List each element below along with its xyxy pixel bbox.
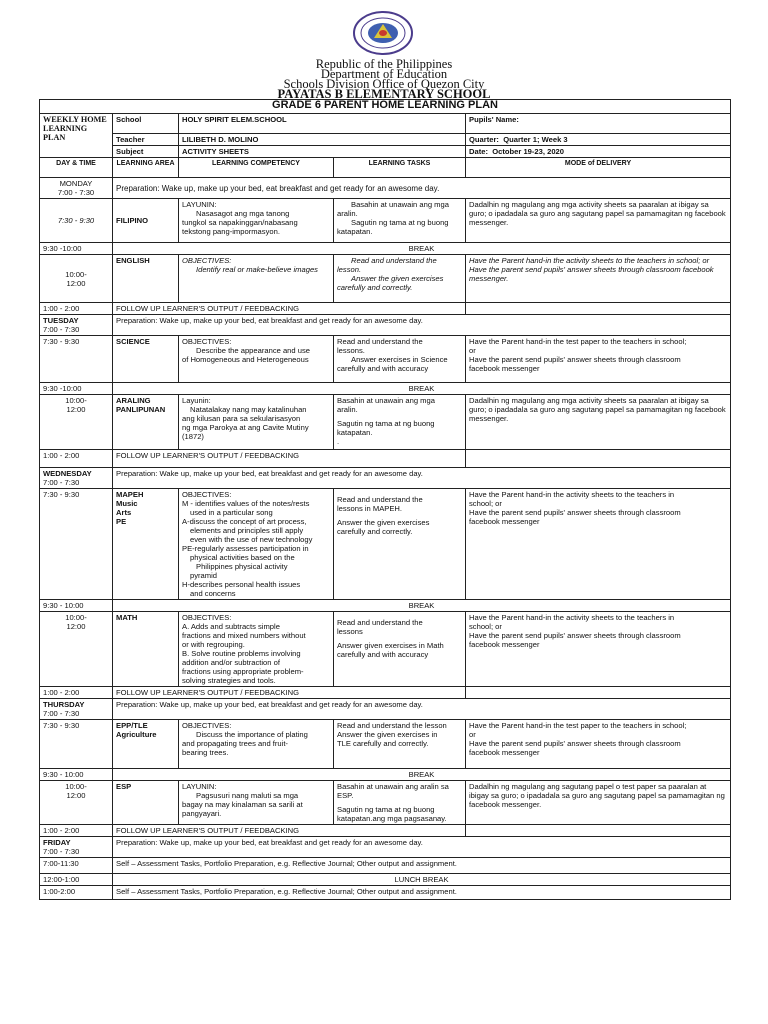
col-mode-of-delivery: MODE of DELIVERY: [466, 158, 731, 178]
empty-cell: [466, 303, 731, 315]
time-cell: 1:00 - 2:00: [40, 825, 113, 837]
weekly-plan-label: WEEKLY HOME LEARNING PLAN: [40, 114, 113, 158]
col-learning-area: LEARNING AREA: [113, 158, 179, 178]
time-cell: 10:00- 12:00: [40, 612, 113, 687]
header-department: Department of Education: [320, 67, 448, 81]
header-school: PAYATAS B ELEMENTARY SCHOOL: [277, 87, 491, 101]
task-math: Read and understand the lessons Answer given exercises in Math carefully and with accuracy: [334, 612, 466, 687]
day-thursday: THURSDAY 7:00 - 7:30: [40, 699, 113, 720]
area-epp-tle: EPP/TLE Agriculture: [113, 720, 179, 769]
mode-esp: Dadalhin ng magulang ang sagutang papel o test paper sa paaralan at ibigay sa guro; o ipadadala sa guro ang sagutang papel sa pamamagitan ng facebook messenger.: [466, 781, 731, 825]
date-label: Date:: [469, 147, 488, 156]
lunch-break-row: LUNCH BREAK: [113, 874, 731, 886]
area-english: ENGLISH: [113, 255, 179, 303]
time-cell: 1:00 - 2:00: [40, 687, 113, 699]
task-araling-panlipunan: Basahin at unawain ang mga aralin. Sagutin ng tama at ng buong katapatan. .: [334, 395, 466, 450]
school-value: HOLY SPIRIT ELEM.SCHOOL: [179, 114, 466, 134]
task-mapeh: Read and understand the lessons in MAPEH. Answer the given exercises carefully and correctly.: [334, 489, 466, 600]
area-esp: ESP: [113, 781, 179, 825]
empty-cell: [466, 450, 731, 468]
mode-filipino: Dadalhin ng magulang ang mga activity sheets sa paaralan at ibigay sa guro; o ipadadala sa guro ang sagutang papel sa pamamagitan ng facebook messenger.: [466, 199, 731, 243]
time-cell: 7:30 - 9:30: [40, 489, 113, 600]
area-science: SCIENCE: [113, 336, 179, 383]
area-mapeh: MAPEH Music Arts PE: [113, 489, 179, 600]
competency-science: OBJECTIVES: Describe the appearance and use of Homogeneous and Heterogeneous: [179, 336, 334, 383]
competency-araling-panlipunan: Layunin: Natatalakay nang may katalinuhan ang kilusan para sa sekularisasyon ng mga Parokya at ang Cavite Mutiny (1872): [179, 395, 334, 450]
day-friday: FRIDAY 7:00 - 7:30: [40, 837, 113, 858]
time-cell: 1:00-2:00: [40, 886, 113, 900]
quarter-label: Quarter:: [469, 135, 499, 144]
time-cell: 9:30 - 10:00: [40, 769, 113, 781]
teacher-value: LILIBETH D. MOLINO: [179, 134, 466, 146]
task-science: Read and understand the lessons. Answer exercises in Science carefully and with accuracy: [334, 336, 466, 383]
task-epp-tle: Read and understand the lesson Answer the given exercises in TLE carefully and correctly.: [334, 720, 466, 769]
task-english: Read and understand the lesson. Answer the given exercises carefully and correctly.: [334, 255, 466, 303]
break-row: BREAK: [113, 383, 731, 395]
task-filipino: Basahin at unawain ang mga aralin. Sagutin ng tama at ng buong katapatan.: [334, 199, 466, 243]
pupils-name-label: Pupils' Name:: [466, 114, 731, 134]
time-cell: 1:00 - 2:00: [40, 450, 113, 468]
subject-label: Subject: [113, 146, 179, 158]
time-cell: 9:30 - 10:00: [40, 600, 113, 612]
mode-araling-panlipunan: Dadalhin ng magulang ang mga activity sheets sa paaralan at ibigay sa guro; o ipadadala sa guro ang sagutang papel sa pamamagitan ng facebook messenger.: [466, 395, 731, 450]
time-cell: 10:00- 12:00: [40, 781, 113, 825]
follow-up-row: FOLLOW UP LEARNER'S OUTPUT / FEEDBACKING: [113, 450, 466, 468]
time-cell: 1:00 - 2:00: [40, 303, 113, 315]
task-esp: Basahin at unawain ang aralin sa ESP. Sagutin ng tama at ng buong katapatan.ang mga pagsasanay.: [334, 781, 466, 825]
day-monday: MONDAY 7:00 - 7:30: [40, 178, 113, 199]
prep-row: Preparation: Wake up, make up your bed, eat breakfast and get ready for an awesome day.: [113, 837, 731, 858]
date-value: October 19-23, 2020: [492, 147, 564, 156]
break-row: BREAK: [113, 243, 731, 255]
day-tuesday: TUESDAY 7:00 - 7:30: [40, 315, 113, 336]
time-cell: 9:30 -10:00: [40, 243, 113, 255]
subject-value: ACTIVITY SHEETS: [179, 146, 466, 158]
competency-mapeh: OBJECTIVES: M - identifies values of the notes/rests used in a particular song A-discuss the concept of art process, elements and principles still apply even with the use of new technology PE-regularly assesses participation in physical activities based on the Philippines physical activity pyramid H-describes personal health issues and concerns: [179, 489, 334, 600]
mode-math: Have the Parent hand-in the activity sheets to the teachers in school; or Have the parent send pupils' answer sheets through classroom facebook messenger: [466, 612, 731, 687]
time-cell: 7:00-11:30: [40, 858, 113, 874]
break-row: BREAK: [113, 600, 731, 612]
teacher-label: Teacher: [113, 134, 179, 146]
prep-row: Preparation: Wake up, make up your bed, eat breakfast and get ready for an awesome day.: [113, 315, 731, 336]
col-learning-tasks: LEARNING TASKS: [334, 158, 466, 178]
area-filipino: FILIPINO: [113, 199, 179, 243]
competency-esp: LAYUNIN: Pagsusuri nang maluti sa mga bagay na may kinalaman sa sarili at pangyayari.: [179, 781, 334, 825]
prep-row: Preparation: Wake up, make up your bed, eat breakfast and get ready for an awesome day.: [113, 699, 731, 720]
prep-row: Preparation: Wake up, make up your bed, eat breakfast and get ready for an awesome day.: [113, 468, 731, 489]
competency-epp-tle: OBJECTIVES: Discuss the importance of plating and propagating trees and fruit- bearing trees.: [179, 720, 334, 769]
self-assessment-row: Self – Assessment Tasks, Portfolio Preparation, e.g. Reflective Journal; Other output and assignment.: [113, 858, 731, 874]
col-day-time: DAY & TIME: [40, 158, 113, 178]
follow-up-row: FOLLOW UP LEARNER'S OUTPUT / FEEDBACKING: [113, 303, 466, 315]
time-cell: 9:30 -10:00: [40, 383, 113, 395]
plan-title: GRADE 6 PARENT HOME LEARNING PLAN: [40, 100, 731, 114]
deped-seal-icon: [352, 10, 414, 56]
quarter-cell: [466, 134, 731, 146]
header-republic: Republic of the Philippines: [315, 57, 453, 71]
time-cell: 12:00-1:00: [40, 874, 113, 886]
time-cell: 10:00- 12:00: [40, 255, 113, 303]
time-cell: 10:00- 12:00: [40, 395, 113, 450]
header-division: Schools Division Office of Quezon City: [283, 77, 485, 91]
follow-up-row: FOLLOW UP LEARNER'S OUTPUT / FEEDBACKING: [113, 687, 466, 699]
school-label: School: [113, 114, 179, 134]
competency-english: OBJECTIVES: Identify real or make-believe images: [179, 255, 334, 303]
follow-up-row: FOLLOW UP LEARNER'S OUTPUT / FEEDBACKING: [113, 825, 466, 837]
self-assessment-row: Self – Assessment Tasks, Portfolio Preparation, e.g. Reflective Journal; Other output and assignment.: [113, 886, 731, 900]
break-row: BREAK: [113, 769, 731, 781]
time-cell: 7:30 - 9:30: [40, 720, 113, 769]
competency-math: OBJECTIVES: A. Adds and subtracts simple fractions and mixed numbers without or with regrouping. B. Solve routine problems involving addition and/or subtraction of fractions using appropriate problem- solving strategies and tools.: [179, 612, 334, 687]
col-learning-competency: LEARNING COMPETENCY: [179, 158, 334, 178]
mode-english: Have the Parent hand-in the activity sheets to the teachers in school; or Have the parent send pupils' answer sheets through classroom facebook messenger.: [466, 255, 731, 303]
mode-epp-tle: Have the Parent hand-in the test paper to the teachers in school; or Have the parent send pupils' answer sheets through classroom facebook messenger: [466, 720, 731, 769]
time-cell: 7:30 - 9:30: [40, 199, 113, 243]
area-araling-panlipunan: ARALING PANLIPUNAN: [113, 395, 179, 450]
day-wednesday: WEDNESDAY 7:00 - 7:30: [40, 468, 113, 489]
prep-row: Preparation: Wake up, make up your bed, eat breakfast and get ready for an awesome day.: [113, 178, 731, 199]
area-math: MATH: [113, 612, 179, 687]
time-cell: 7:30 - 9:30: [40, 336, 113, 383]
mode-mapeh: Have the Parent hand-in the activity sheets to the teachers in school; or Have the parent send pupils' answer sheets through classroom facebook messenger: [466, 489, 731, 600]
mode-science: Have the Parent hand-in the test paper to the teachers in school; or Have the parent send pupils' answer sheets through classroom facebook messenger: [466, 336, 731, 383]
learning-plan-table: [39, 99, 731, 900]
empty-cell: [466, 825, 731, 837]
quarter-value: Quarter 1; Week 3: [503, 135, 568, 144]
competency-filipino: LAYUNIN: Nasasagot ang mga tanong tungkol sa napakinggan/nabasang tekstong pang-impormasyon.: [179, 199, 334, 243]
date-cell: [466, 146, 731, 158]
empty-cell: [466, 687, 731, 699]
